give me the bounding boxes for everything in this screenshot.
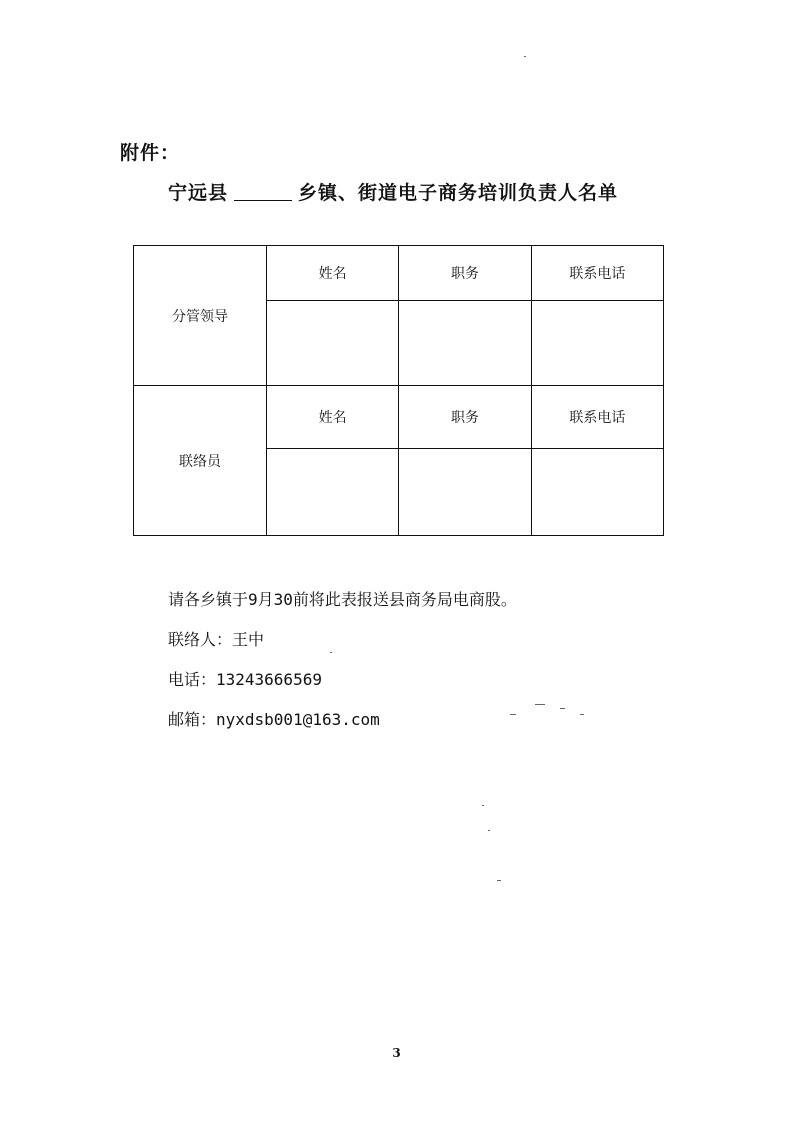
column-header-name: 姓名: [267, 246, 399, 301]
liaison-phone-cell: [531, 449, 663, 536]
group-label-liaison: 联络员: [134, 386, 267, 536]
leader-phone-cell: [531, 301, 663, 386]
leader-position-cell: [399, 301, 531, 386]
page-number: 3: [392, 1046, 401, 1060]
leader-name-cell: [267, 301, 399, 386]
attachment-label: 附件：: [120, 142, 181, 164]
scan-speck: [482, 805, 484, 806]
scan-speck: [497, 880, 501, 881]
instruction-line: 请各乡镇于9月30前将此表报送县商务局电商股。: [168, 590, 517, 609]
title-suffix: 乡镇、街道电子商务培训负责人名单: [298, 182, 619, 204]
column-header-position: 职务: [399, 246, 531, 301]
scan-speck: [560, 708, 565, 709]
scan-speck: [488, 830, 490, 831]
group-label-leader: 分管领导: [134, 246, 267, 386]
submission-notes: [168, 580, 517, 740]
column-header-position: 职务: [399, 386, 531, 449]
column-header-name: 姓名: [267, 386, 399, 449]
scan-speck: [524, 56, 526, 57]
phone-line: 电话：13243666569: [168, 670, 322, 689]
column-header-phone: 联系电话: [531, 246, 663, 301]
scan-speck: [580, 714, 584, 715]
document-title: [168, 178, 618, 205]
liaison-position-cell: [399, 449, 531, 536]
title-prefix: 宁远县: [168, 182, 229, 204]
contact-person-line: 联络人：王中: [168, 630, 265, 649]
roster-table: [133, 245, 664, 536]
scan-speck: [510, 714, 516, 715]
title-fill-blank: [234, 182, 292, 201]
liaison-name-cell: [267, 449, 399, 536]
scan-speck: [535, 704, 545, 705]
email-line: 邮箱：nyxdsb001@163.com: [168, 710, 380, 729]
scan-speck: [330, 652, 332, 653]
column-header-phone: 联系电话: [531, 386, 663, 449]
